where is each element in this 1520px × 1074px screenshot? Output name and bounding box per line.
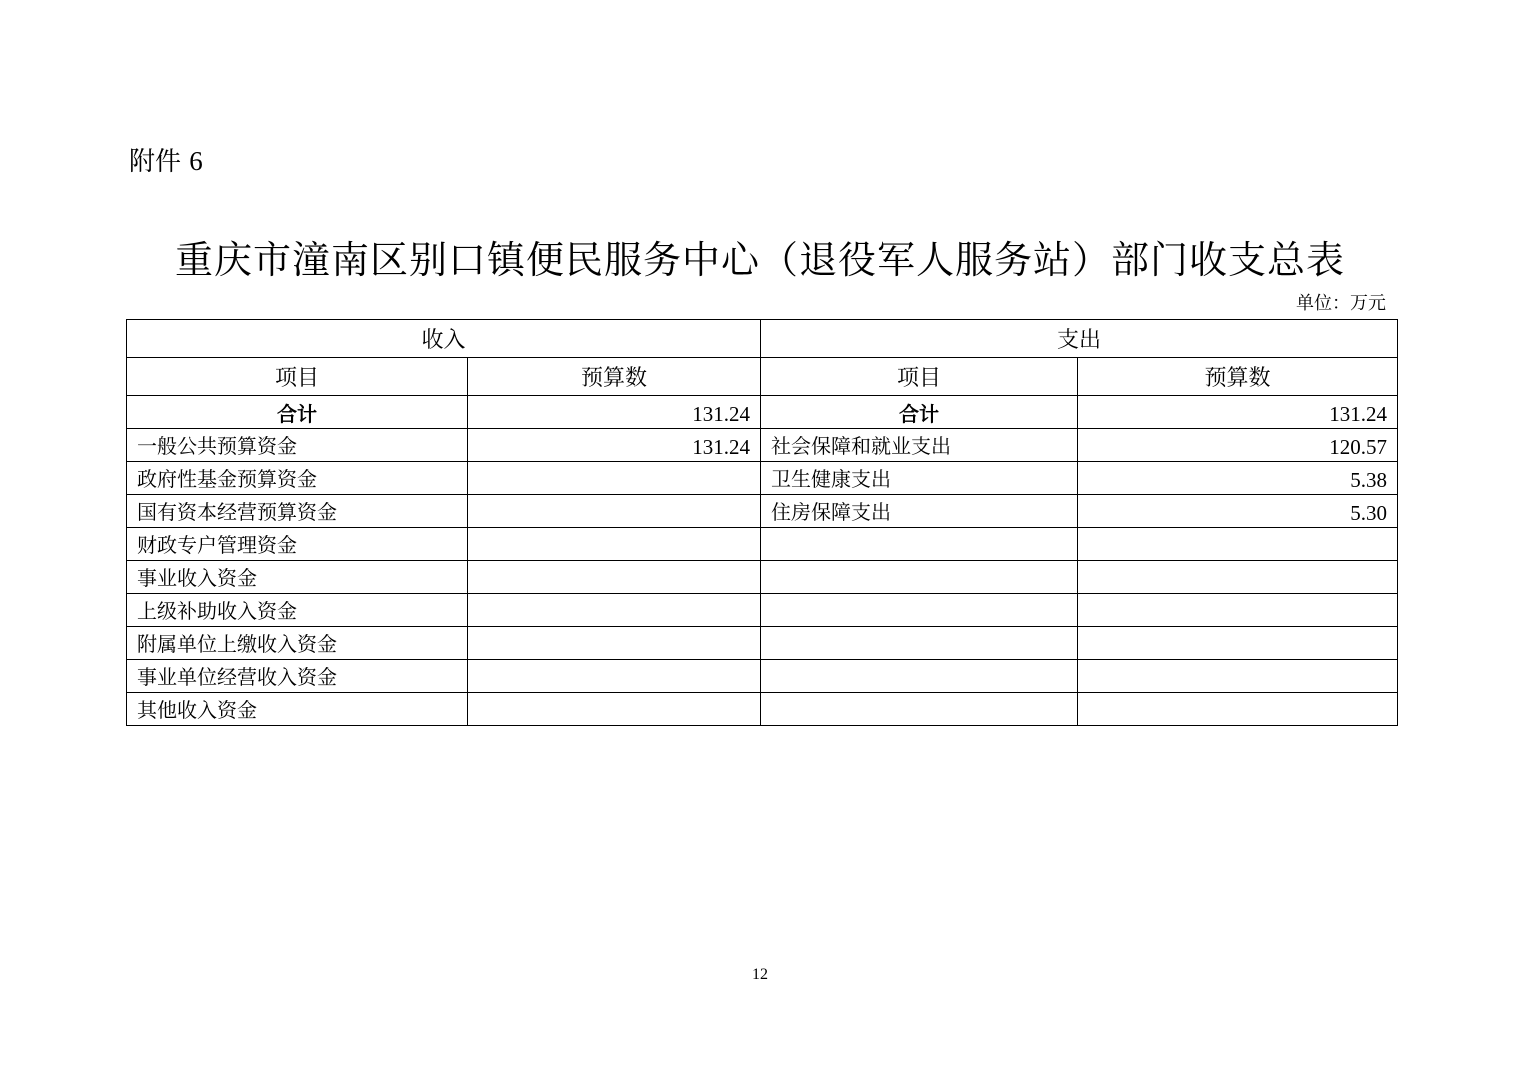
income-item-cell: 国有资本经营预算资金 <box>127 495 468 528</box>
attachment-label <box>129 143 203 180</box>
table-row <box>127 594 1398 627</box>
expense-budget-cell: 120.57 <box>1078 429 1398 462</box>
income-budget-cell <box>468 561 761 594</box>
attachment-prefix: 附件 <box>129 147 182 177</box>
income-budget-cell <box>468 495 761 528</box>
attachment-number: 6 <box>189 146 203 176</box>
income-item-cell: 其他收入资金 <box>127 693 468 726</box>
income-item-cell: 上级补助收入资金 <box>127 594 468 627</box>
table-row <box>127 627 1398 660</box>
expense-budget-cell <box>1078 561 1398 594</box>
expense-item-cell <box>761 693 1078 726</box>
expense-budget-cell <box>1078 528 1398 561</box>
expense-item-cell: 卫生健康支出 <box>761 462 1078 495</box>
income-budget-cell <box>468 627 761 660</box>
table-row <box>127 561 1398 594</box>
table-row <box>127 462 1398 495</box>
unit-label: 单位：万元 <box>1296 293 1386 314</box>
expense-budget-cell <box>1078 594 1398 627</box>
expense-item-cell: 住房保障支出 <box>761 495 1078 528</box>
income-item-header: 项目 <box>127 358 468 396</box>
expense-budget-header: 预算数 <box>1078 358 1398 396</box>
income-item-cell: 政府性基金预算资金 <box>127 462 468 495</box>
expense-item-cell: 合计 <box>761 396 1078 429</box>
income-item-cell: 事业单位经营收入资金 <box>127 660 468 693</box>
expense-item-cell <box>761 561 1078 594</box>
income-item-cell: 事业收入资金 <box>127 561 468 594</box>
income-budget-cell: 131.24 <box>468 396 761 429</box>
expense-budget-cell: 5.38 <box>1078 462 1398 495</box>
income-section-header: 收入 <box>127 320 761 358</box>
income-budget-cell <box>468 528 761 561</box>
page-title: 重庆市潼南区别口镇便民服务中心（退役军人服务站）部门收支总表 <box>174 238 1345 282</box>
expense-item-cell <box>761 594 1078 627</box>
income-budget-cell <box>468 594 761 627</box>
expense-item-cell <box>761 627 1078 660</box>
table-row <box>127 495 1398 528</box>
income-budget-cell <box>468 660 761 693</box>
table-row <box>127 429 1398 462</box>
income-item-cell: 财政专户管理资金 <box>127 528 468 561</box>
column-header-row <box>127 358 1398 396</box>
expense-item-cell <box>761 660 1078 693</box>
page-number: 12 <box>752 966 768 983</box>
table-row <box>127 660 1398 693</box>
income-budget-cell <box>468 462 761 495</box>
expense-section-header: 支出 <box>761 320 1398 358</box>
income-item-cell: 附属单位上缴收入资金 <box>127 627 468 660</box>
expense-budget-cell: 131.24 <box>1078 396 1398 429</box>
expense-item-cell: 社会保障和就业支出 <box>761 429 1078 462</box>
income-budget-cell <box>468 693 761 726</box>
section-header-row <box>127 320 1398 358</box>
expense-item-cell <box>761 528 1078 561</box>
income-item-cell: 合计 <box>127 396 468 429</box>
table-row <box>127 693 1398 726</box>
budget-summary-table <box>126 319 1398 726</box>
table-row <box>127 528 1398 561</box>
expense-budget-cell <box>1078 660 1398 693</box>
income-item-cell: 一般公共预算资金 <box>127 429 468 462</box>
expense-budget-cell: 5.30 <box>1078 495 1398 528</box>
total-row <box>127 396 1398 429</box>
expense-item-header: 项目 <box>761 358 1078 396</box>
income-budget-header: 预算数 <box>468 358 761 396</box>
income-budget-cell: 131.24 <box>468 429 761 462</box>
expense-budget-cell <box>1078 693 1398 726</box>
expense-budget-cell <box>1078 627 1398 660</box>
